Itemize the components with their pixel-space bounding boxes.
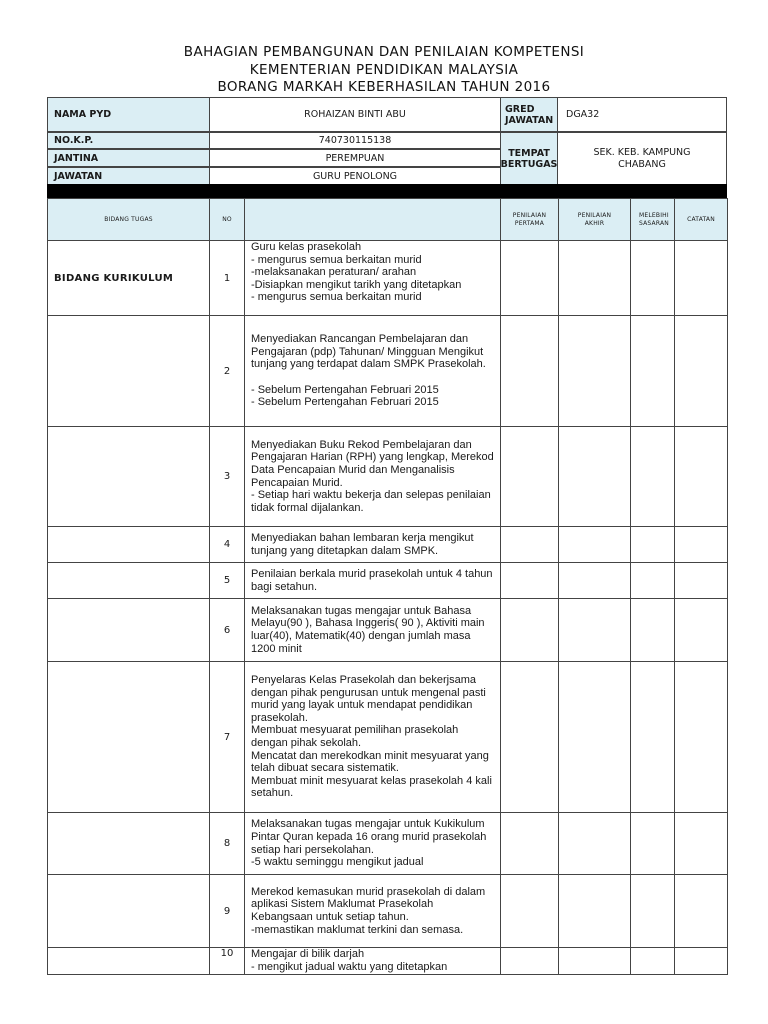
table-row (48, 813, 728, 875)
header-line-3: BORANG MARKAH KEBERHASILAN TAHUN 2016 (217, 79, 551, 95)
catatan-cell[interactable] (675, 563, 728, 599)
col-header-melebihi: MELEBIHI SASARAN (631, 199, 675, 241)
table-row (48, 427, 728, 527)
desc-cell: Menyediakan Buku Rekod Pembelajaran dan Pengajaran Harian (RPH) yang lengkap, Merekod Data Pencapaian Murid dan Menganalisis Pencapaian Murid. - Setiap hari waktu bekerja dan selepas penilaian tidak formal dijalankan. (245, 427, 501, 527)
pertama-cell[interactable] (501, 563, 559, 599)
akhir-cell[interactable] (559, 662, 631, 813)
tempat-label: TEMPAT BERTUGAS (500, 132, 558, 185)
akhir-cell[interactable] (559, 563, 631, 599)
akhir-cell[interactable] (559, 875, 631, 948)
jantina-value: PEREMPUAN (209, 149, 501, 167)
jawatan-label: JAWATAN (47, 167, 210, 185)
melebihi-cell[interactable] (631, 316, 675, 427)
melebihi-cell[interactable] (631, 563, 675, 599)
pertama-cell[interactable] (501, 813, 559, 875)
desc-cell: Mengajar di bilik darjah - mengikut jadual waktu yang ditetapkan (245, 948, 501, 975)
catatan-cell[interactable] (675, 813, 728, 875)
desc-cell: Melaksanakan tugas mengajar untuk Kukikulum Pintar Quran kepada 16 orang murid prasekolah setiap hari persekolahan. -5 waktu seminggu mengikut jadual (245, 813, 501, 875)
catatan-cell[interactable] (675, 875, 728, 948)
header-line-2: KEMENTERIAN PENDIDIKAN MALAYSIA (249, 62, 519, 78)
nokp-value: 740730115138 (209, 132, 501, 149)
col-header-catatan: CATATAN (675, 199, 728, 241)
catatan-cell[interactable] (675, 241, 728, 316)
header-line-1: BAHAGIAN PEMBANGUNAN DAN PENILAIAN KOMPETENSI (183, 44, 585, 60)
desc-cell: Merekod kemasukan murid prasekolah di dalam aplikasi Sistem Maklumat Prasekolah Kebangsaan untuk setiap tahun. -memastikan maklumat terkini dan semasa. (245, 875, 501, 948)
table-row (48, 875, 728, 948)
col-header-no: NO (210, 199, 245, 241)
bidang-cell (48, 527, 210, 563)
jantina-label: JANTINA (47, 149, 210, 167)
nama-value: ROHAIZAN BINTI ABU (209, 97, 501, 132)
catatan-cell[interactable] (675, 662, 728, 813)
col-header-pertama: PENILAIAN PERTAMA (501, 199, 559, 241)
no-cell: 3 (210, 427, 245, 527)
task-table (47, 198, 728, 975)
akhir-cell[interactable] (559, 241, 631, 316)
pertama-cell[interactable] (501, 316, 559, 427)
bidang-cell (48, 875, 210, 948)
table-row (48, 948, 728, 975)
catatan-cell[interactable] (675, 948, 728, 975)
table-row (48, 527, 728, 563)
bidang-cell: BIDANG KURIKULUM (48, 241, 210, 316)
bidang-cell (48, 316, 210, 427)
nama-label: NAMA PYD (47, 97, 210, 132)
tempat-value: SEK. KEB. KAMPUNG CHABANG (557, 132, 727, 185)
desc-cell: Guru kelas prasekolah - mengurus semua berkaitan murid -melaksanakan peraturan/ arahan -Disiapkan mengikut tarikh yang ditetapkan - mengurus semua berkaitan murid (245, 241, 501, 316)
pertama-cell[interactable] (501, 948, 559, 975)
catatan-cell[interactable] (675, 316, 728, 427)
no-cell: 7 (210, 662, 245, 813)
desc-cell: Menyediakan Rancangan Pembelajaran dan Pengajaran (pdp) Tahunan/ Mingguan Mengikut tunjang yang terdapat dalam SMPK Prasekolah. - Sebelum Pertengahan Februari 2015 - Sebelum Pertengahan Februari 2015 (245, 316, 501, 427)
akhir-cell[interactable] (559, 599, 631, 662)
nokp-label: NO.K.P. (47, 132, 210, 149)
pertama-cell[interactable] (501, 599, 559, 662)
bidang-cell (48, 813, 210, 875)
melebihi-cell[interactable] (631, 241, 675, 316)
melebihi-cell[interactable] (631, 948, 675, 975)
no-cell: 5 (210, 563, 245, 599)
akhir-cell[interactable] (559, 427, 631, 527)
jawatan-value: GURU PENOLONG (209, 167, 501, 185)
melebihi-cell[interactable] (631, 527, 675, 563)
bidang-cell (48, 948, 210, 975)
pertama-cell[interactable] (501, 427, 559, 527)
melebihi-cell[interactable] (631, 662, 675, 813)
col-header-desc (245, 199, 501, 241)
no-cell: 2 (210, 316, 245, 427)
no-cell: 8 (210, 813, 245, 875)
gred-value: DGA32 (557, 97, 727, 132)
bidang-cell (48, 563, 210, 599)
desc-cell: Penyelaras Kelas Prasekolah dan bekerjsama dengan pihak pengurusan untuk mengenal pasti murid yang layak untuk mendapat pendidikan prasekolah. Membuat mesyuarat pemilihan prasekolah dengan pihak sekolah. Mencatat dan merekodkan minit mesyuarat yang telah dibuat secara sistematik. Membuat minit mesyuarat kelas prasekolah 4 kali setahun. (245, 662, 501, 813)
desc-cell: Menyediakan bahan lembaran kerja mengikut tunjang yang ditetapkan dalam SMPK. (245, 527, 501, 563)
desc-cell: Melaksanakan tugas mengajar untuk Bahasa Melayu(90 ), Bahasa Inggeris( 90 ), Aktiviti main luar(40), Matematik(40) dengan jumlah masa 1200 minit (245, 599, 501, 662)
akhir-cell[interactable] (559, 813, 631, 875)
melebihi-cell[interactable] (631, 599, 675, 662)
table-row (48, 599, 728, 662)
melebihi-cell[interactable] (631, 427, 675, 527)
bidang-cell (48, 427, 210, 527)
no-cell: 9 (210, 875, 245, 948)
catatan-cell[interactable] (675, 427, 728, 527)
catatan-cell[interactable] (675, 527, 728, 563)
pertama-cell[interactable] (501, 527, 559, 563)
catatan-cell[interactable] (675, 599, 728, 662)
pertama-cell[interactable] (501, 875, 559, 948)
bidang-cell (48, 599, 210, 662)
separator-bar (47, 184, 727, 198)
pertama-cell[interactable] (501, 662, 559, 813)
melebihi-cell[interactable] (631, 813, 675, 875)
table-row (48, 241, 728, 316)
no-cell: 10 (210, 948, 245, 975)
col-header-bidang: BIDANG TUGAS (48, 199, 210, 241)
akhir-cell[interactable] (559, 316, 631, 427)
table-row (48, 316, 728, 427)
akhir-cell[interactable] (559, 527, 631, 563)
bidang-cell (48, 662, 210, 813)
gred-label: GRED JAWATAN (500, 97, 558, 132)
akhir-cell[interactable] (559, 948, 631, 975)
table-header-row (48, 199, 728, 241)
table-row (48, 662, 728, 813)
melebihi-cell[interactable] (631, 875, 675, 948)
no-cell: 4 (210, 527, 245, 563)
no-cell: 1 (210, 241, 245, 316)
no-cell: 6 (210, 599, 245, 662)
desc-cell: Penilaian berkala murid prasekolah untuk 4 tahun bagi setahun. (245, 563, 501, 599)
col-header-akhir: PENILAIAN AKHIR (559, 199, 631, 241)
table-row (48, 563, 728, 599)
pertama-cell[interactable] (501, 241, 559, 316)
